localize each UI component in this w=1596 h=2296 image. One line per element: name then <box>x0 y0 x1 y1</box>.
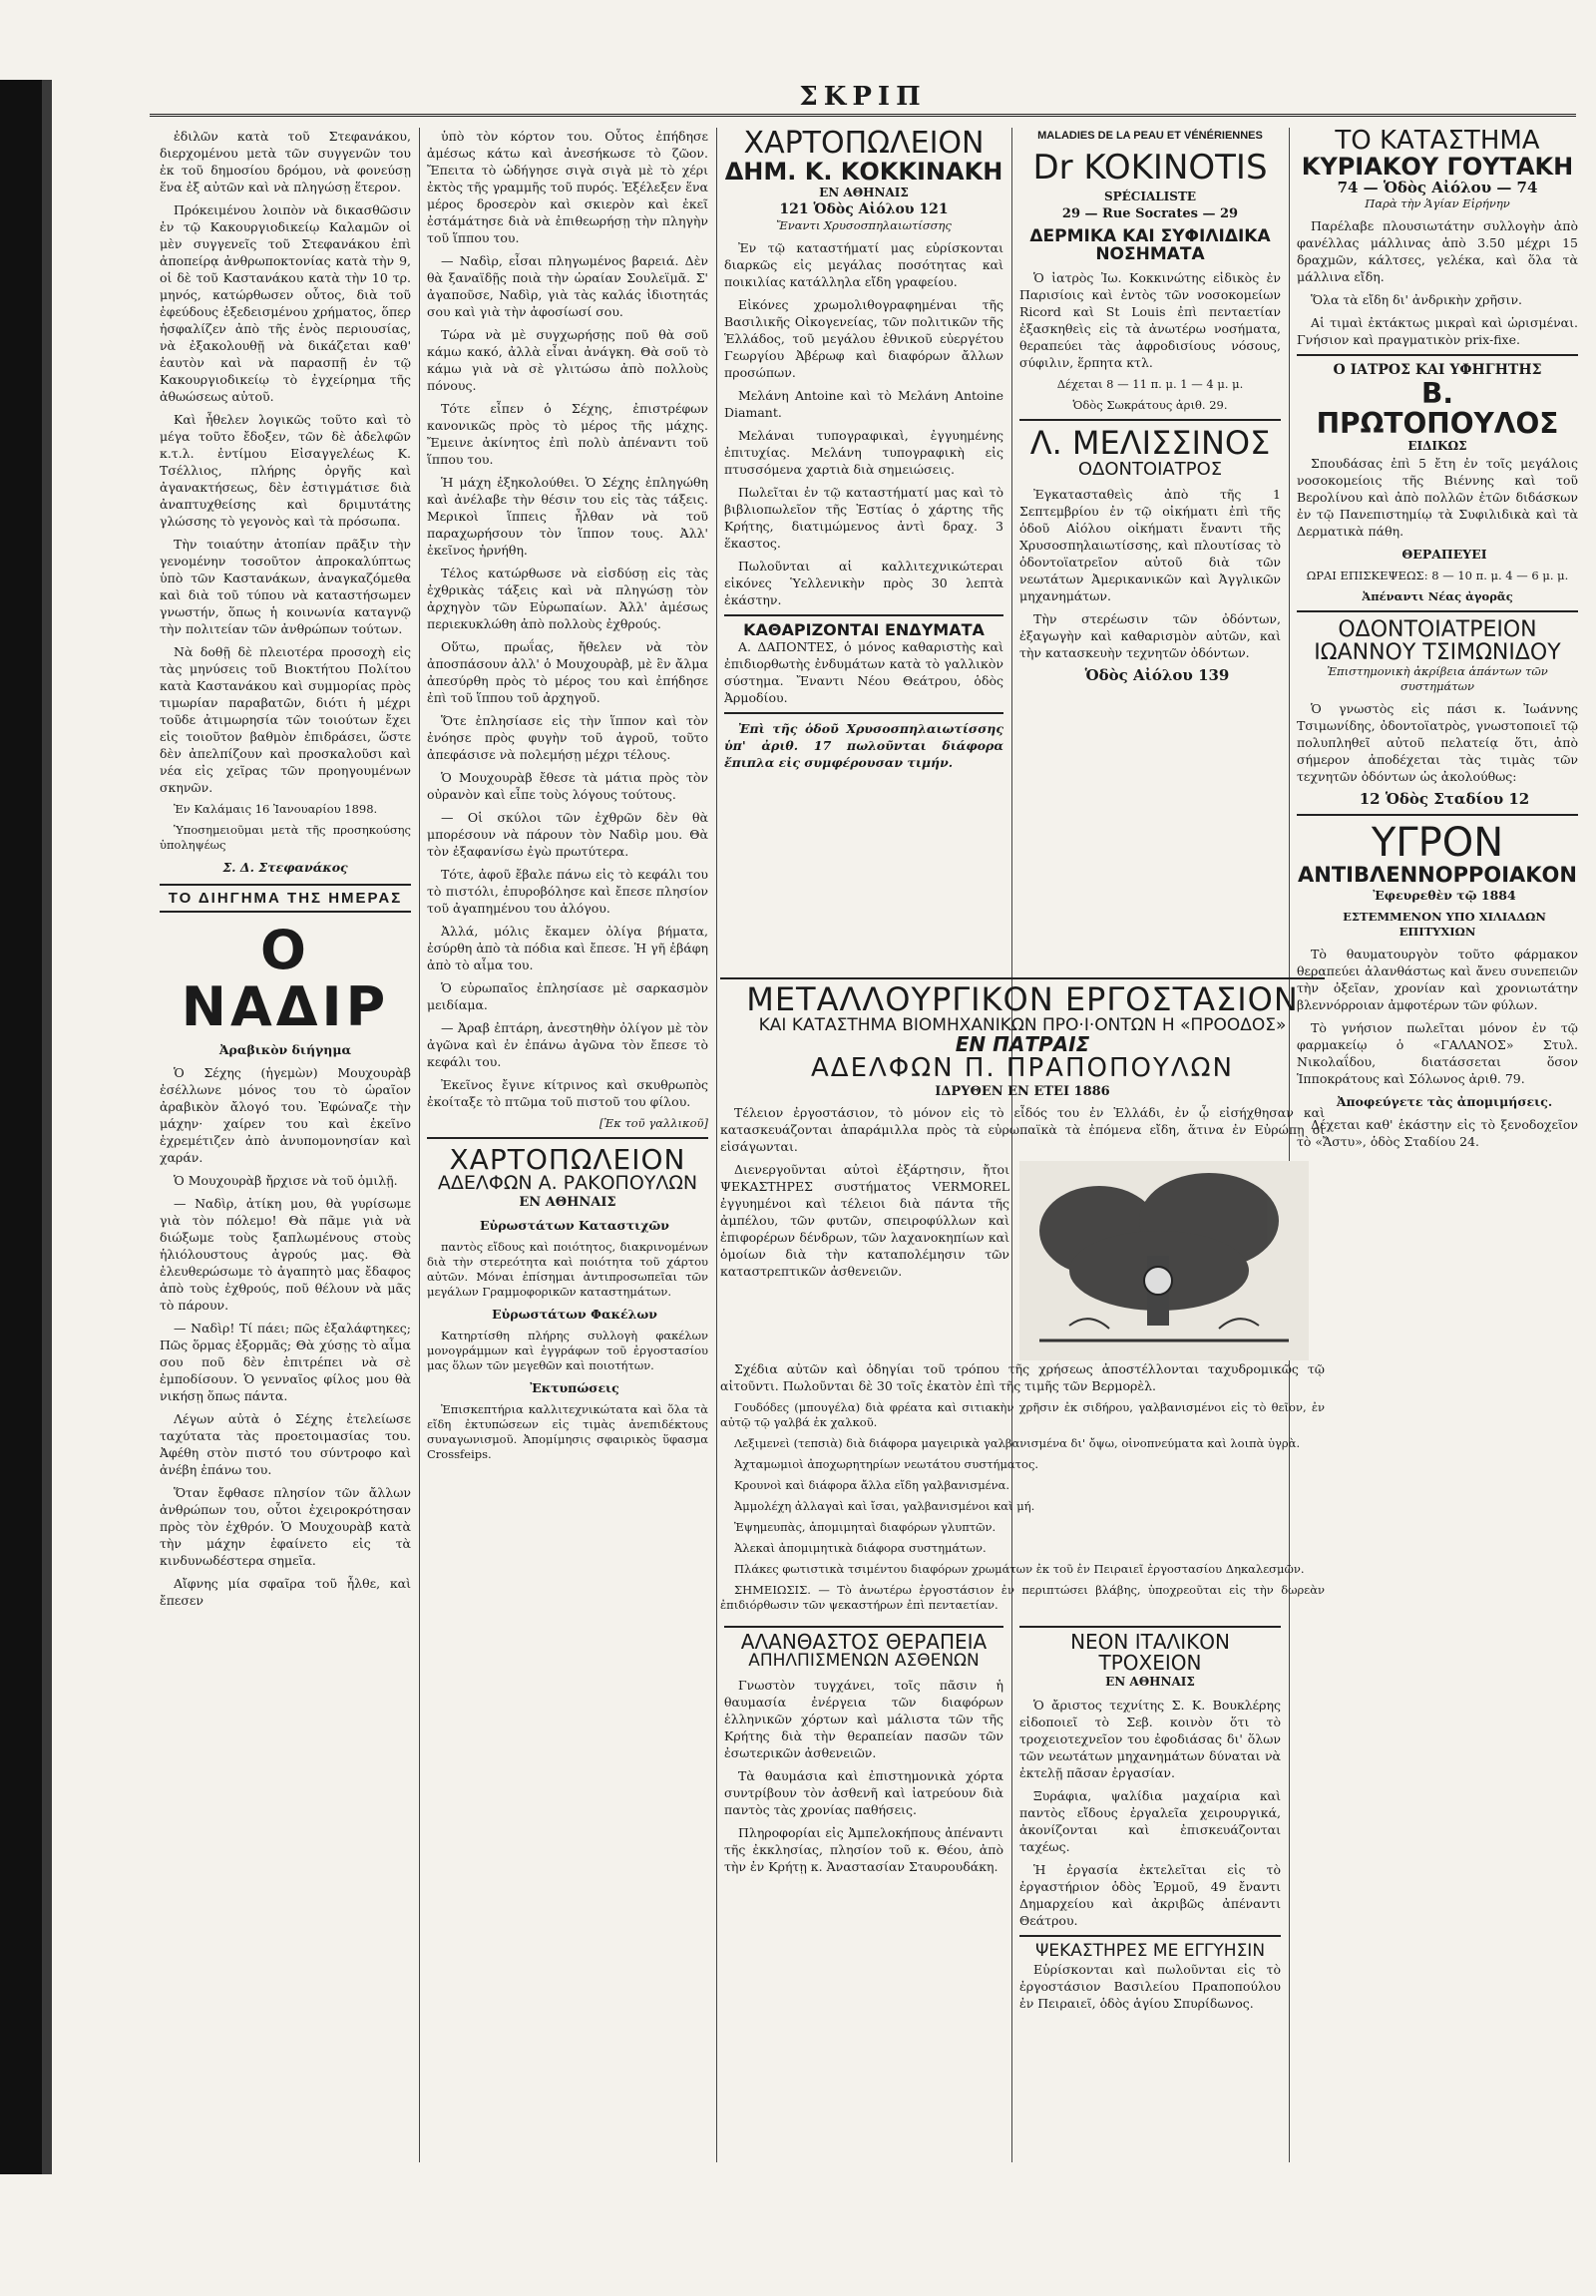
factory-ad <box>720 977 1325 1616</box>
story-paragraph: — Ναδὶρ, ἀτίκη μου, θὰ γυρίσωμε γιὰ τὸν πόλεμο! Θὰ πᾶμε γιὰ νὰ διώξωμε τοὺς ξαπλωμένους στοὺς ἡλιόλουστους ἀγρούς μας. Θὰ ἐλευθερώσωμε τὸ ἀγαπητὸ μας ἔδαφος ἀπὸ τοὺς ἐχθρούς, ποῦ θέλουν νὰ μᾶς τὸ πάρουν. <box>160 1196 411 1314</box>
story-subtitle: Ἀραβικὸν διήγημα <box>218 1042 352 1058</box>
story-paragraph: Ὅταν ἔφθασε πλησίον τῶν ἄλλων ἀνθρώπων του, οὗτοι ἐχειροκρότησαν πρὸς τὸν ἐχθρόν. Ὁ Μουχουρὰβ κατὰ τὴν μάχην ἐφαίνετο εἰς τὰ κινδυνωδέστερα σημεῖα. <box>160 1485 411 1569</box>
ad-name: Λ. ΜΕΛΙΣΣΙΝΟΣ <box>1029 424 1271 463</box>
ad-warning: Ἀποφεύγετε τὰς ἀπομιμήσεις. <box>1336 1093 1553 1109</box>
ad-title: ΚΑΘΑΡΙΖΟΝΤΑΙ ΕΝΔΥΜΑΤΑ <box>743 619 985 639</box>
ad-section-head: Εὐρωστάτων Καταστιχῶν <box>480 1218 669 1234</box>
article-paragraph: ἐδιλῶν κατὰ τοῦ Στεφανάκου, διερχομένου μετὰ τῶν συγγενῶν του ἐκ τοῦ δημοσίου δρόμου, νὰ φονεύσῃ ἕνα ἐξ αὐτῶν καὶ νὰ πληγώσῃ ἕτερον. <box>160 129 411 194</box>
ad-paragraph: Τὸ θαυματουργὸν τοῦτο φάρμακον θεραπεύει ἀλανθάστως καὶ ἄνευ συνεπειῶν τὴν ὀξεῖαν, χρονίαν καὶ χρονιωτάτην βλεννόρροιαν ἀμφοτέρων τῶν φύλων. <box>1297 946 1578 1012</box>
trochi-title: ΝΕΟΝ ΙΤΑΛΙΚΟΝ ΤΡΟΧΕΙΟΝ <box>1019 1626 1281 1674</box>
factory-item: Πλάκες φωτιστικὰ τσιμέντου διαφόρων χρωμάτων ἐκ τοῦ ἐν Πειραιεῖ ἐργοστασίου Δηκαλεσμῶν. <box>734 1561 1305 1576</box>
ad-title: ΥΓΡΟΝ <box>1371 820 1504 867</box>
story-paragraph: Ὁ Σέχης (ἡγεμὼν) Μουχουρὰβ ἐσέλλωνε μόνος του τὸ ὡραῖον ἀραβικὸν ἄλογό του. Ἐφώναζε τὴν μάχην· χαίρεν του καὶ ἐκεῖνο ἐχρεμέτιζεν ἀπὸ ἀνυπομονησίαν καὶ χαράν. <box>160 1065 411 1166</box>
ad-address: Ὁδὸς Αἰόλου 139 <box>1084 665 1230 684</box>
ad-name: ΑΝΤΙΒΛΕΝΝΟΡΡΟΙΑΚΟΝ <box>1298 863 1577 888</box>
ad-title: ΧΑΡΤΟΠΩΛΕΙΟΝ <box>449 1143 686 1176</box>
scan-edge-shadow-inner <box>42 80 52 2174</box>
factory-title: ΜΕΤΑΛΛΟΥΡΓΙΚΟΝ ΕΡΓΟΣΤΑΣΙΟΝ <box>720 977 1325 1017</box>
ad-paragraph: Τὸ γνήσιον πωλεῖται μόνον ἐν τῷ φαρμακείῳ ὁ «ΓΑΛΑΝΟΣ» Στυλ. Νικολαΐδου, διατάσσεται ὅσον Ἱπποκράτους καὶ Σόλωνος ἀριθ. 79. <box>1297 1019 1578 1086</box>
ad-note: Ἐπὶ τῆς ὁδοῦ Χρυσοσπηλαιωτίσσης ὑπ' ἀριθ. 17 πωλοῦνται διάφορα ἔπιπλα εἰς συμφέρουσαν τιμήν. <box>724 721 1003 771</box>
story-paragraph: ὑπὸ τὸν κόρτον του. Οὗτος ἐπήδησε ἀμέσως κάτω καὶ ἀνεσήκωσε τὸ ζῶον. Ἔπειτα τὸ ὡδήγησε σιγὰ σιγὰ μὲ τὸ χέρι ἐκτὸς τῆς γραμμῆς τοῦ πυρός. Ἐξέλεξεν ἕνα μέρος δροσερὸν καὶ σκιερὸν καὶ ἐκεῖ ἐστάμάτησε διὰ νὰ ἐπιθεωρήσῃ τὴν πληγὴν τοῦ ἵππου του. <box>427 129 708 245</box>
ad-name: Dr KOKINOTIS <box>1032 148 1268 188</box>
factory-item: Ἀλεκαὶ ἀπομιμητικὰ διάφορα συστημάτων. <box>734 1540 987 1555</box>
story-paragraph: — Ναδὶρ, εἶσαι πληγωμένος βαρειά. Δὲν θὰ ξαναϊδῇς ποιὰ τὴν ὡραίαν Σουλεϊμᾶ. Σ' ἀγαποῦσε, Ναδὶρ, γιὰ τὰς καλάς ἰδιοτητάς σου καὶ γιὰ τὴν ἀφοσίωσί σου. <box>427 253 708 319</box>
story-paragraph: Τότε, ἀφοῦ ἔβαλε πάνω εἰς τὸ κεφάλι του τὸ πιστόλι, ἐπυροβόλησε καὶ ἔπεσε πλησίον τοῦ ἀγαπημένου του ἀλόγου. <box>427 867 708 916</box>
story-paragraph: Ὁ Μουχουρὰβ ἔθεσε τὰ μάτια πρὸς τὸν οὐρανὸν καὶ εἶπε τοὺς λόγους τούτους. <box>427 770 708 802</box>
ad-subtitle: Ἐφευρεθὲν τῷ 1884 <box>1373 887 1516 903</box>
trochi-city: ΕΝ ΑΘΗΝΑΙΣ <box>1105 1675 1195 1689</box>
ad-paragraph: Τὴν στερέωσιν τῶν ὀδόντων, ἐξαγωγὴν καὶ καθαρισμὸν αὐτῶν, καὶ τὴν κατασκευὴν τεχνητῶν ὀδόντων. <box>1019 610 1281 660</box>
ad-hours: ΩΡΑΙ ΕΠΙΣΚΕΨΕΩΣ: 8 — 10 π. μ. 4 — 6 μ. μ. <box>1306 569 1569 583</box>
factory-founded: ΙΔΡΥΘΕΝ ΕΝ ΕΤΕΙ 1886 <box>935 1083 1110 1099</box>
story-paragraph: Τέλος κατώρθωσε νὰ εἰσδύσῃ εἰς τὰς ἐχθρικὰς τάξεις καὶ νὰ πληγώσῃ τὸν ἀρχηγὸν τῶν Εὐρωπαίων. Ἀλλ' ἀμέσως περιεκυκλώθη ἀπὸ πολλοὺς ἐχθρούς. <box>427 566 708 631</box>
factory-city: ΕΝ ΠΑΤΡΑΙΣ <box>955 1032 1090 1057</box>
story-paragraph: Ἐκεῖνος ἔγινε κίτρινος καὶ σκυθρωπὸς ἐκοίταξε τὸ πτῶμα τοῦ πιστοῦ του φίλου. <box>427 1077 708 1109</box>
cure-ad <box>724 1626 1003 2164</box>
factory-item: Ἀμμολέχη ἀλλαγαὶ καὶ ἴσαι, γαλβανισμένοι καὶ μή. <box>734 1498 1035 1513</box>
ad-paragraph: Ἐν τῷ καταστήματί μας εὑρίσκονται διαρκῶς εἰς μεγάλας ποσότητας καὶ ποικιλίας κατάλληλα εἴδη γραφείου. <box>724 239 1003 289</box>
trochi-paragraph: Ἡ ἐργασία ἐκτελεῖται εἰς τὸ ἐργαστήριον ὁδὸς Ἑρμοῦ, 49 ἔναντι Δημαρχείου καὶ ἀκριβῶς ἀπέναντι Θεάτρου. <box>1019 1862 1281 1928</box>
story-paragraph: Τώρα νὰ μὲ συγχωρήσῃς ποῦ θὰ σοῦ κάμω κακό, ἀλλὰ εἶναι ἀνάγκη. Θὰ σοῦ τὸ κάμω γιὰ νὰ σὲ γλιτώσω ἀπὸ πολλοὺς πόνους. <box>427 327 708 393</box>
ad-therapy: ΘΕΡΑΠΕΥΕΙ <box>1401 547 1487 563</box>
story-paragraph: Ἀλλά, μόλις ἔκαμεν ὀλίγα βήματα, ἐσύρθη ἀπὸ τὰ πόδια καὶ ἔπεσε. Ἡ γῆ ἐβάφη ἀπὸ τὸ αἷμα του. <box>427 924 708 972</box>
ad-title: ΤΟ ΚΑΤΑΣΤΗΜΑ <box>1335 128 1540 156</box>
story-paragraph: Οὕτω, πρωΐας, ἤθελεν νὰ τὸν ἀποσπάσουν ἀλλ' ὁ Μουχουρὰβ, μὲ ἓν ἄλμα ἀπεσύρθη πρὸς τὸ μέρος του καὶ ἐπήδησε ἐπὶ τοῦ ἵππου τοῦ ἀρχηγοῦ. <box>427 639 708 705</box>
article-paragraph: Καὶ ἦθελεν λογικῶς τοῦτο καὶ τὸ μέγα τοῦτο ἔδοξεν, τῶν δὲ ἀδελφῶν κ.τ.λ. ἐντίμου Εἰσαγγελέως Κ. Τσέλλιος, πλήρης ὀργῆς καὶ ἀγανακτήσεως, δὲν ἐστιγμάτισε διὰ ἀναπτυχθείσης καὶ δριμυτάτης γλώσσης τὸ γεγονὸς καὶ τὰ πρόσωπα. <box>160 412 411 529</box>
ad-paragraph: Ὅλα τὰ εἴδη δι' ἀνδρικὴν χρῆσιν. <box>1311 292 1523 308</box>
masthead <box>150 84 1576 117</box>
trochi-paragraph: Ξυράφια, ψαλίδια μαχαίρια καὶ παντὸς εἴδους ἐργαλεῖα χειρουργικά, ἀκονίζονται καὶ ἐπισκευάζονται ταχέως. <box>1019 1788 1281 1854</box>
ad-header: Ο ΙΑΤΡΟΣ ΚΑΙ ΥΦΗΓΗΤΗΣ <box>1333 362 1542 379</box>
article-paragraph: Τὴν τοιαύτην ἀτοπίαν πρᾶξιν τὴν γενομένην τοσοῦτον ἀπροκαλύπτως ὑπὸ τῶν Καστανάκων, ἀναγκαζόμεθα καὶ διὰ τοῦ τύπου νὰ καταστήσωμεν γνωστήν, ὅπως ἡ κοινωνία καταγνῷ τὴν πολιτείαν τῶν ἀνθρώπων τούτων. <box>160 537 411 636</box>
ad-section-text: Κατηρτίσθη πλήρης συλλογὴ φακέλων μονογράμμων καὶ ἐγγράφων τοῦ ἐργοστασίου μας ὅλων τῶν μεγεθῶν καὶ ποιοτήτων. <box>427 1329 708 1373</box>
signoff-2: Ὑποσημειοῦμαι μετὰ τῆς προσηκούσης ὑποληψέως <box>160 823 411 852</box>
story-banner: ΤΟ ΔΙΗΓΗΜΑ ΤΗΣ ΗΜΕΡΑΣ <box>160 884 411 913</box>
article-paragraph: Πρόκειμένου λοιπὸν νὰ δικασθῶσιν ἐν τῷ Κακουργιοδικείῳ Καλαμῶν οἱ μὲν συγγενεῖς τοῦ Στεφανάκου ἐπὶ ἀποπείρᾳ ἀνθρωποκτονίας κατὰ τὴν 9, οἱ δὲ τοῦ Καστανάκου κατὰ τὴν 10 τρ. μηνός, κατώρθωσεν οὗτος, διὰ τοῦ ἐφεύδους ἐξεδεισμένου χρήματος, ὅπερ ἠσφαλίζεν ἀπὸ τῆς ἑνὸς περιουσίας, νὰ ἐξακολουθῇ νὰ δικάζεται καθ' ἑαυτὸν καὶ νὰ παρασπῇ ἐν τῷ Κακουργιοδικείῳ τὸ ἐγχείρημα τῆς ἀθωώσεως αὐτοῦ. <box>160 202 411 404</box>
ad-address: Ἀπέναντι Νέας ἀγορᾶς <box>1362 589 1513 604</box>
factory-item: Λεξιμενεὶ (τεπσιὰ) διὰ διάφορα μαγειρικὰ γαλβανισμένα δι' ὄψω, οἰνοπνεύματα καὶ λοιπὰ ὑγρὰ. <box>734 1435 1301 1450</box>
story-paragraph: — Οἱ σκύλοι τῶν ἐχθρῶν δὲν θὰ μπορέσουν νὰ πάρουν τὸν Ναδὶρ μου. Θὰ τὸν ἐξαφανίσω ἐγὼ πρωτύτερα. <box>427 810 708 859</box>
story-title: Ο ΝΑΔΙΡ <box>181 919 390 1038</box>
ad-hours-2: Ὁδὸς Σωκράτους ἀριθ. 29. <box>1072 398 1228 413</box>
column-3-top <box>724 128 1003 975</box>
factory-item: Κρουνοὶ καὶ διάφορα ἄλλα εἴδη γαλβανισμένα. <box>734 1477 1010 1492</box>
ad-section-text: Ἐπισκεπτήρια καλλιτεχνικώτατα καὶ ὅλα τὰ εἴδη ἐκτυπώσεων εἰς τιμὰς ἀνεπιδέκτους συναγωνισμοῦ. Ἀπομίμησις σφαιρικὸς ὕφασμα Crossfeips. <box>427 1402 708 1462</box>
ad-greek-title: ΔΕΡΜΙΚΑ ΚΑΙ ΣΥΦΙΛΙΔΙΚΑ ΝΟΣΗΜΑΤΑ <box>1029 225 1271 264</box>
sprayer-note-title: ΨΕΚΑΣΤΗΡΕΣ ΜΕ ΕΓΓΥΗΣΙΝ <box>1034 1941 1266 1961</box>
story-paragraph: Τότε εἶπεν ὁ Σέχης, ἐπιστρέφων κανονικῶς πρὸς τὸ μέρος τῆς μάχης. Ἔμεινε ἀκίνητος ἐπὶ πολὺ ἀπέναντι τοῦ ἵππου του. <box>427 401 708 467</box>
story-paragraph: Ὁ εὐρωπαῖος ἐπλησίασε μὲ σαρκασμὸν μειδίαμα. <box>427 980 708 1012</box>
ad-paragraph: Μελάναι τυπογραφικαὶ, ἐγγυημένης ἐπιτυχίας. Μελάνη τυπογραφικὴ εἰς πτυσσόμενα χαρτιὰ διὰ σημειώσεις. <box>724 427 1003 477</box>
column-4-top <box>1019 128 1281 975</box>
factory-item: Ἐψημευπὰς, ἀπομιμηταὶ διαφόρων γλυπτῶν. <box>734 1519 997 1534</box>
sprayer-note: Εὑρίσκονται καὶ πωλοῦνται εἰς τὸ ἐργοστάσιον Βασιλείου Πραποπούλου ἐν Πειραιεῖ, ὁδὸς ἁγίου Σπυρίδωνος. <box>1019 1961 1281 2011</box>
column-1 <box>160 128 411 2162</box>
ad-title: ΧΑΡΤΟΠΩΛΕΙΟΝ <box>743 128 985 161</box>
ad-paragraph: Σπουδάσας ἐπὶ 5 ἔτη ἐν τοῖς μεγάλοις νοσοκομείοις τῆς Βιέννης καὶ τοῦ Βερολίνου καὶ ἀπὸ πολλῶν ἐτῶν διδάσκων ἐν τῷ Πανεπιστημίῳ τὰ Συφιλιδικὰ καὶ τὰ Δερματικὰ πάθη. <box>1297 456 1578 540</box>
factory-intro: Τέλειον ἐργοστάσιον, τὸ μόνον εἰς τὸ εἶδός του ἐν Ἑλλάδι, ἐν ᾧ εἰσήχθησαν καὶ κατασκευάζονται ἀπαράμιλλα πρὸς τὰ εὐρωπαϊκὰ τὰ ἐπόμενα εἴδη, ἅτινα ἐν Εὐρώπῃ οἱ εἰσάγωνται. <box>720 1104 1325 1154</box>
ad-paragraph: Μελάνη Antoine καὶ τὸ Μελάνη Antoine Diamant. <box>724 387 1003 420</box>
trochi-paragraph: Ὁ ἄριστος τεχνίτης Σ. Κ. Βουκλέρης εἰδοποιεῖ τὸ Σεβ. κοινὸν ὅτι τὸ τροχειοτεχνεῖον του ἐφοδιάσας δι' ὅλων τῶν νεωτάτων μηχανημάτων δύναται νὰ ἐκτελῇ πᾶσαν ἐργασίαν. <box>1019 1698 1281 1780</box>
ad-name: ΚΥΡΙΑΚΟΥ ΓΟΥΤΑΚΗ <box>1301 153 1574 182</box>
ad-address: 12 Ὁδὸς Σταδίου 12 <box>1359 790 1530 809</box>
ad-paragraph: Αἱ τιμαὶ ἐκτάκτως μικραὶ καὶ ὡρισμέναι. Γνήσιον καὶ πραγματικὸν prix-fixe. <box>1297 315 1578 348</box>
ad-subtitle: Ἐπιστημονικὴ ἀκρίβεια ἁπάντων τῶν συστημάτων <box>1327 664 1548 694</box>
ad-paragraph: Εἰκόνες χρωμολιθογραφημέναι τῆς Βασιλικῆς Οἰκογενείας, τῶν πολιτικῶν τῆς Ἑλλάδος, τοῦ μεγάλου ἐθνικοῦ εὐεργέτου Γεωργίου Ἀβέρωφ καὶ διαφόρων ἄλλων προσώπων. <box>724 296 1003 380</box>
factory-note: ΣΗΜΕΙΩΣΙΣ. — Τὸ ἀνωτέρω ἐργοστάσιον ἐν περιπτώσει βλάβης, ὑποχρεοῦται εἰς τὴν δωρεὰν ἐπιδιόρθωσιν τῶν ψεκαστήρων ἐπὶ πενταετίαν. <box>720 1582 1325 1612</box>
article-paragraph: Νὰ δοθῇ δὲ πλειοτέρα προσοχὴ εἰς τὰς μηνύσεις τοῦ Βιοκτήτου Πολίτου κατὰ Καστανάκου καὶ συμμορίας πρὸς τιμωρίαν παραβατῶν, διότι ἡ μέχρι τοῦδε ἀτιμωρησία τῶν τοιούτων ἔχει εἰς τοιοῦτον βαθμὸν ἐπιδράσει, ὥστε δὲν ἀπελπίζουν καὶ προσκαλοῦσι καὶ νέα εἰς χεῖρας τῶν προηγουμένων σκηνῶν. <box>160 644 411 795</box>
story-paragraph: Ὁ Μουχουρὰβ ἤρχισε νὰ τοῦ ὁμιλῇ. <box>174 1173 398 1189</box>
signature: Σ. Δ. Στεφανάκος <box>222 860 348 875</box>
ad-header: MALADIES DE LA PEAU ET VÉNÉRIENNES <box>1037 130 1263 142</box>
story-paragraph: Ὅτε ἐπλησίασε εἰς τὴν ἵππον καὶ τὸν ἐνόησε πρὸς φυγὴν τοῦ ἀγροῦ, τοῦτο ἀπεφάσισε νὰ πολεμήσῃ μέχρι τέλους. <box>427 713 708 762</box>
ad-opposite: Ἔναντι Χρυσοσπηλαιωτίσσης <box>776 217 952 232</box>
ad-paragraph: Ὁ γνωστὸς εἰς πάσι κ. Ἰωάννης Τσιμωνίδης, ὀδοντοϊατρὸς, γνωστοποιεῖ τῷ πολυπληθεῖ αὐτοῦ πελατείᾳ ὅτι, ἀπὸ σήμερον ἀποδέχεται τὰς τιμὰς τῶν τεχνητῶν ὀδόντων ὡς ἀκολούθως: <box>1297 701 1578 785</box>
story-paragraph: Λέγων αὐτὰ ὁ Σέχης ἐτελείωσε ταχύτατα τὰς προετοιμασίας του. Ἀφέθη στὸν πιστό του σύντροφο καὶ ἀνέβη ἐπάνω του. <box>160 1411 411 1478</box>
ad-city: ΕΝ ΑΘΗΝΑΙΣ <box>819 185 909 199</box>
ad-name: ΙΩΑΝΝΟΥ ΤΣΙΜΩΝΙΔΟΥ <box>1314 640 1561 666</box>
ad-section-head: Ἐκτυπώσεις <box>530 1380 619 1396</box>
ad-paragraph: Δέχεται καθ' ἑκάστην εἰς τὸ ξενοδοχεῖον τὸ «Ἄστυ», ὁδὸς Σταδίου 24. <box>1297 1116 1578 1149</box>
ad-specialty: ΕΙΔΙΚΩΣ <box>1407 439 1467 454</box>
cure-paragraph: Γνωστὸν τυγχάνει, τοῖς πᾶσιν ἡ θαυμασία ἐνέργεια τῶν διαφόρων ἑλληνικῶν χόρτων καὶ μάλιστα τῶν τῆς Κρήτης διὰ τὴν θεραπείαν πασῶν τῶν ἐσωτερικῶν ἀσθενειῶν. <box>724 1677 1003 1760</box>
ad-profession: ΟΔΟΝΤΟΙΑΤΡΟΣ <box>1077 458 1223 480</box>
factory-body-2: Σχέδια αὐτῶν καὶ ὁδηγίαι τοῦ τρόπου τῆς χρήσεως ἀποστέλλονται ταχυδρομικῶς τῷ αἰτοῦντι. Πωλοῦνται δὲ 30 τοῖς ἑκατὸν ἐπὶ τῆς τιμῆς τῶν Βερμορὲλ. <box>720 1360 1325 1393</box>
ad-address: 121 Ὁδὸς Αἰόλου 121 <box>779 200 949 217</box>
cure-title: ΑΛΑΝΘΑΣΤΟΣ ΘΕΡΑΠΕΙΑ <box>724 1626 1003 1653</box>
ad-address: 29 — Rue Socrates — 29 <box>1061 205 1239 221</box>
story-paragraph: — Ναδὶρ! Τί πάει; πῶς ἐξαλάφτηκες; Πῶς ὅρμας ἐξορμᾶς; Θὰ χύσῃς τὸ αἷμα σου ποῦ δὲν ἐπιτρέπει νὰ σὲ ἐμποδίσουν. Ὁ γενναῖος φίλος μου θὰ νικήσῃ ὅπως πάντα. <box>160 1321 411 1404</box>
story-paragraph: — Ἀραβ ἐπτάρη, ἀνεστηθὴν ὀλίγον μὲ τὸν ἀγῶνα καὶ ἐν ἐπάνω ἀγῶνα τὸν ἔπεσε τὸ κεφάλι του. <box>427 1020 708 1069</box>
ad-paragraph: Α. ΔΑΠΟΝΤΕΣ, ὁ μόνος καθαριστὴς καὶ ἐπιδιορθωτὴς ἐνδυμάτων κατὰ τὸ γαλλικὸν σύστημα. Ἔναντι Νέου Θεάτρου, ὁδὸς Ἀρμοδίου. <box>724 639 1003 706</box>
factory-item: Ἀχταμωμιοὶ ἀποχωρητηρίων νεωτάτου συστήματος. <box>734 1456 1039 1471</box>
factory-body: Διενεργοῦνται αὐτοὶ ἐξάρτησιν, ἤτοι ΨΕΚΑΣΤΗΡΕΣ συστήματος VERMOREL ἐγγυημένοι καὶ τέλειοι διὰ πάντα τῆς ἀμπέλου, τῶν φυτῶν, σπειροφύλλων καὶ ἐπιφορέρων δένδρων, τῶν λαχανοκηπίων καὶ ὁμοίων διὰ τὴν καταπολέμησιν τῶν καταστρεπτικῶν ἀσθενειῶν. <box>720 1161 1009 1279</box>
ad-name: Β. ΠΡΩΤΟΠΟΥΛΟΣ <box>1316 377 1559 440</box>
ad-name: ΑΔΕΛΦΩΝ Α. ΡΑΚΟΠΟΥΛΩΝ <box>437 1172 698 1195</box>
cure-paragraph: Τὰ θαυμάσια καὶ ἐπιστημονικὰ χόρτα συντρίβουν τὸν ἀσθενῆ καὶ ἰατρεύουν διὰ παντὸς τὰς χρονίας παθήσεις. <box>724 1767 1003 1817</box>
column-2 <box>427 128 708 2162</box>
story-paragraph: Ἡ μάχη ἐξηκολούθει. Ὁ Σέχης ἐπληγώθη καὶ ἀνέλαβε τὴν θέσιν του εἰς τὰς τάξεις. Μερικοὶ ἵππεις ἦλθαν νὰ τοῦ παραχωρήσουν τὸν ἵππον τους. Ἀλλ' ἐκεῖνος ἠρνήθη. <box>427 475 708 558</box>
signoff: Ἐν Καλάμαις 16 Ἰανουαρίου 1898. <box>174 802 378 816</box>
ad-paragraph: Πωλεῖται ἐν τῷ καταστήματί μας καὶ τὸ βιβλιοπωλεῖον τῆς Ἑστίας ὁ χάρτης τῆς Κρήτης, διατιμώμενος ἀντὶ δραχ. 3 ἕκαστος. <box>724 484 1003 551</box>
ad-address: 74 — Ὁδὸς Αἰόλου — 74 <box>1337 179 1538 197</box>
ad-paragraph: Ἐγκατασταθεὶς ἀπὸ τῆς 1 Σεπτεμβρίου ἐν τῷ οἰκήματι ἐπὶ τῆς ὁδοῦ Αἰόλου οἰκήματι ἔναντι τῆς Χρυσοσπηλαιωτίσσης, καὶ πλουτίσας τὸ ὀδοντοϊατρεῖον αὐτοῦ διὰ τῶν νεωτάτων Ἀμερικανικῶν καὶ Ἀγγλικῶν μηχανημάτων. <box>1019 486 1281 603</box>
ad-paragraph: Πωλοῦνται αἱ καλλιτεχνικώτεραι εἰκόνες Ὑελλενικὴν πρὸς 30 λεπτὰ ἑκάστην. <box>724 558 1003 607</box>
ad-city: ΕΝ ΑΘΗΝΑΙΣ <box>519 1195 616 1211</box>
ad-subtitle-2: ΕΣΤΕΜΜΕΝΟΝ ΥΠΟ ΧΙΛΙΑΔΩΝ ΕΠΙΤΥΧΙΩΝ <box>1343 909 1546 939</box>
ad-hours: Δέχεται 8 — 11 π. μ. 1 — 4 μ. μ. <box>1056 377 1244 392</box>
ad-specialty: SPÉCIALISTE <box>1103 189 1197 203</box>
story-source: [Ἐκ τοῦ γαλλικοῦ] <box>598 1116 708 1130</box>
factory-item: Γουδόδες (μπουγέλα) διὰ φρέατα καὶ σιτιακὴν χρῆσιν ἐκ σιδήρου, γαλβανισμένοι εἰς τὸ θεῖον, ἐν αὐτῷ τῷ γαλβά ἐκ χαλκοῦ. <box>720 1399 1325 1429</box>
newspaper-title: ΣΚΡΙΠ <box>799 82 927 112</box>
scan-edge-shadow <box>0 80 42 2174</box>
cure-title-2: ΑΠΗΛΠΙΣΜΕΝΩΝ ΑΣΘΕΝΩΝ <box>748 1651 980 1671</box>
sprayer-illustration <box>1019 1161 1309 1360</box>
ad-paragraph: Ὁ ἰατρὸς Ἰω. Κοκκινώτης εἰδικὸς ἐν Παρισίοις καὶ ἐντὸς τῶν νοσοκομείων Ricord καὶ St Louis ἐπὶ πενταετίαν ἐξασκηθεὶς εἰς τὰ ἀνωτέρω νοσήματα, θεραπεύει τὰς ἀφροδισίους νόσους, σύφιλιν, ἕρπητα κτλ. <box>1019 270 1281 371</box>
column-5 <box>1297 128 1578 2162</box>
ad-section-text: παντὸς εἴδους καὶ ποιότητος, διακρινομένων διὰ τὴν στερεότητα καὶ ποιότητα τοῦ χάρτου αὐτῶν. Μόναι ἐπίσημαι ἀντιπροσωπεῖαι τῶν μεγάλων Γραμμοφορικῶν καταστημάτων. <box>427 1240 708 1300</box>
column-rule <box>716 128 717 2162</box>
ad-paragraph: Παρέλαβε πλουσιωτάτην συλλογὴν ἀπὸ φανέλλας μάλλινας ἀπὸ 3.50 μέχρι 15 δραχμῶν, κάλτσες, γελέκα, καὶ ὅλα τὰ μάλλινα εἴδη. <box>1297 218 1578 285</box>
factory-subtitle: ΚΑΙ ΚΑΤΑΣΤΗΜΑ ΒΙΟΜΗΧΑΝΙΚΩΝ ΠΡΟ·Ι·ΟΝΤΩΝ Η «ΠΡΟΟΔΟΣ» <box>758 1014 1287 1035</box>
trochi-ad <box>1019 1626 1281 2164</box>
ad-title: ΟΔΟΝΤΟΙΑΤΡΕΙΟΝ <box>1338 617 1537 643</box>
factory-owner: ΑΔΕΛΦΩΝ Π. ΠΡΑΠΟΠΟΥΛΩΝ <box>811 1053 1234 1084</box>
column-rule <box>419 128 420 2162</box>
ad-near: Παρὰ τὴν Ἁγίαν Εἰρήνην <box>1365 196 1510 211</box>
ad-name: ΔΗΜ. Κ. ΚΟΚΚΙΝΑΚΗ <box>724 157 1003 186</box>
cure-paragraph: Πληροφορίαι εἰς Ἀμπελοκήπους ἀπέναντι τῆς ἐκκλησίας, πλησίον τοῦ κ. Θέου, ἀπὸ τὴν ἐν Κρήτῃ κ. Ἀναστασίαν Σταυρουδάκη. <box>724 1824 1003 1874</box>
story-paragraph: Αἴφνης μία σφαῖρα τοῦ ἦλθε, καὶ ἔπεσεν <box>160 1576 411 1609</box>
ad-section-head: Εὐρωστάτων Φακέλων <box>492 1307 657 1323</box>
